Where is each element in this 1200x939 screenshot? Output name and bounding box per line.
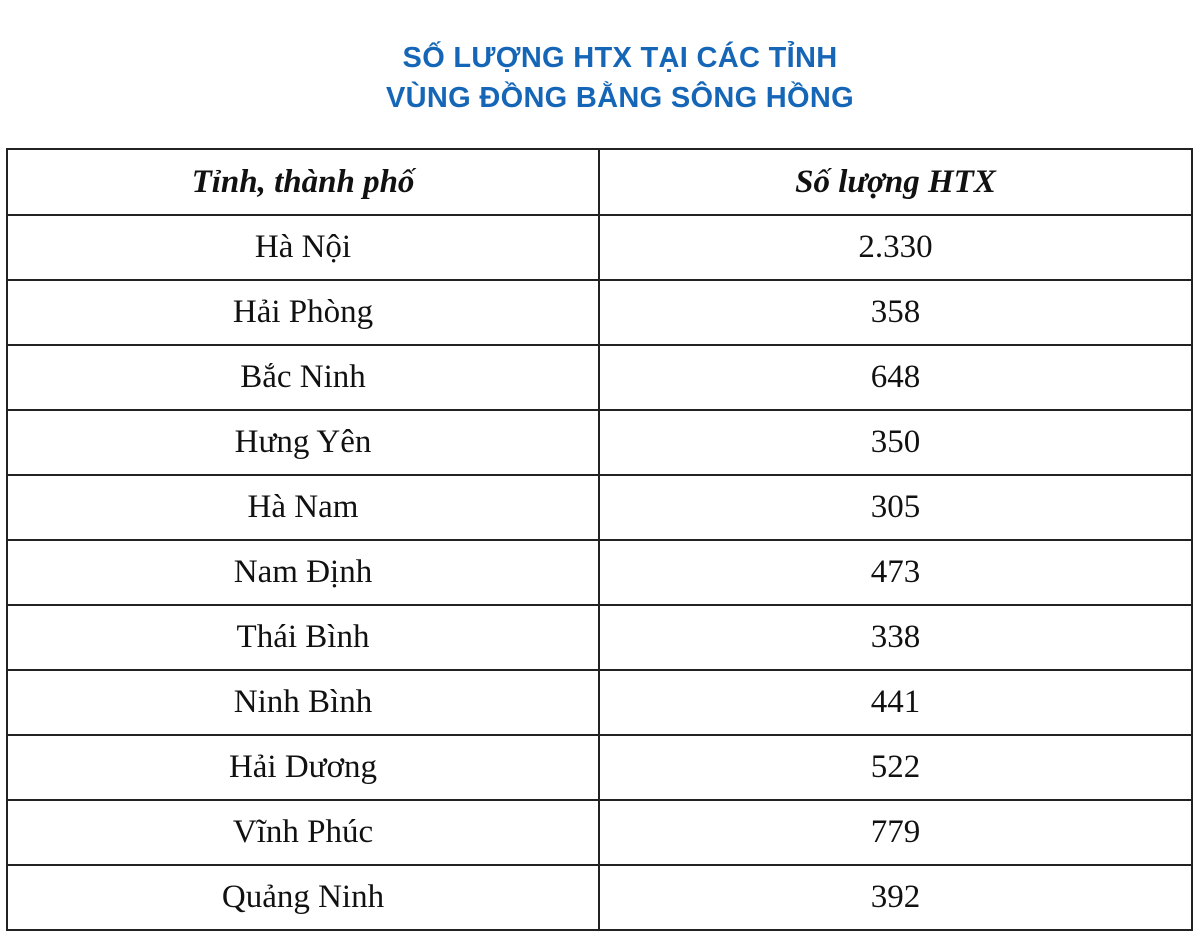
- cell-province: Vĩnh Phúc: [7, 800, 599, 865]
- cell-province: Nam Định: [7, 540, 599, 605]
- cell-count: 441: [599, 670, 1192, 735]
- cell-count: 338: [599, 605, 1192, 670]
- title-line-2: VÙNG ĐỒNG BẰNG SÔNG HỒNG: [386, 82, 854, 114]
- header-province: Tỉnh, thành phố: [7, 149, 599, 215]
- cell-province: Ninh Bình: [7, 670, 599, 735]
- cell-count: 473: [599, 540, 1192, 605]
- table-row: [7, 800, 1192, 865]
- table-row: [7, 735, 1192, 800]
- cell-province: Thái Bình: [7, 605, 599, 670]
- header-count: Số lượng HTX: [599, 149, 1192, 215]
- cell-count: 350: [599, 410, 1192, 475]
- cell-count: 648: [599, 345, 1192, 410]
- cell-province: Hà Nam: [7, 475, 599, 540]
- table-row: [7, 215, 1192, 280]
- cell-count: 2.330: [599, 215, 1192, 280]
- cell-province: Bắc Ninh: [7, 345, 599, 410]
- cooperatives-table: [6, 148, 1193, 931]
- cell-count: 779: [599, 800, 1192, 865]
- table-row: [7, 345, 1192, 410]
- cell-province: Hà Nội: [7, 215, 599, 280]
- cell-count: 305: [599, 475, 1192, 540]
- cell-province: Hải Phòng: [7, 280, 599, 345]
- cell-count: 358: [599, 280, 1192, 345]
- table-row: [7, 865, 1192, 930]
- cell-count: 392: [599, 865, 1192, 930]
- title-line-1: SỐ LƯỢNG HTX TẠI CÁC TỈNH: [402, 42, 838, 74]
- page-title: [0, 38, 1200, 118]
- cell-province: Hưng Yên: [7, 410, 599, 475]
- cell-province: Hải Dương: [7, 735, 599, 800]
- table-row: [7, 475, 1192, 540]
- table-row: [7, 280, 1192, 345]
- table-header-row: [7, 149, 1192, 215]
- table-row: [7, 540, 1192, 605]
- cell-province: Quảng Ninh: [7, 865, 599, 930]
- table-row: [7, 410, 1192, 475]
- cell-count: 522: [599, 735, 1192, 800]
- table-row: [7, 605, 1192, 670]
- table-row: [7, 670, 1192, 735]
